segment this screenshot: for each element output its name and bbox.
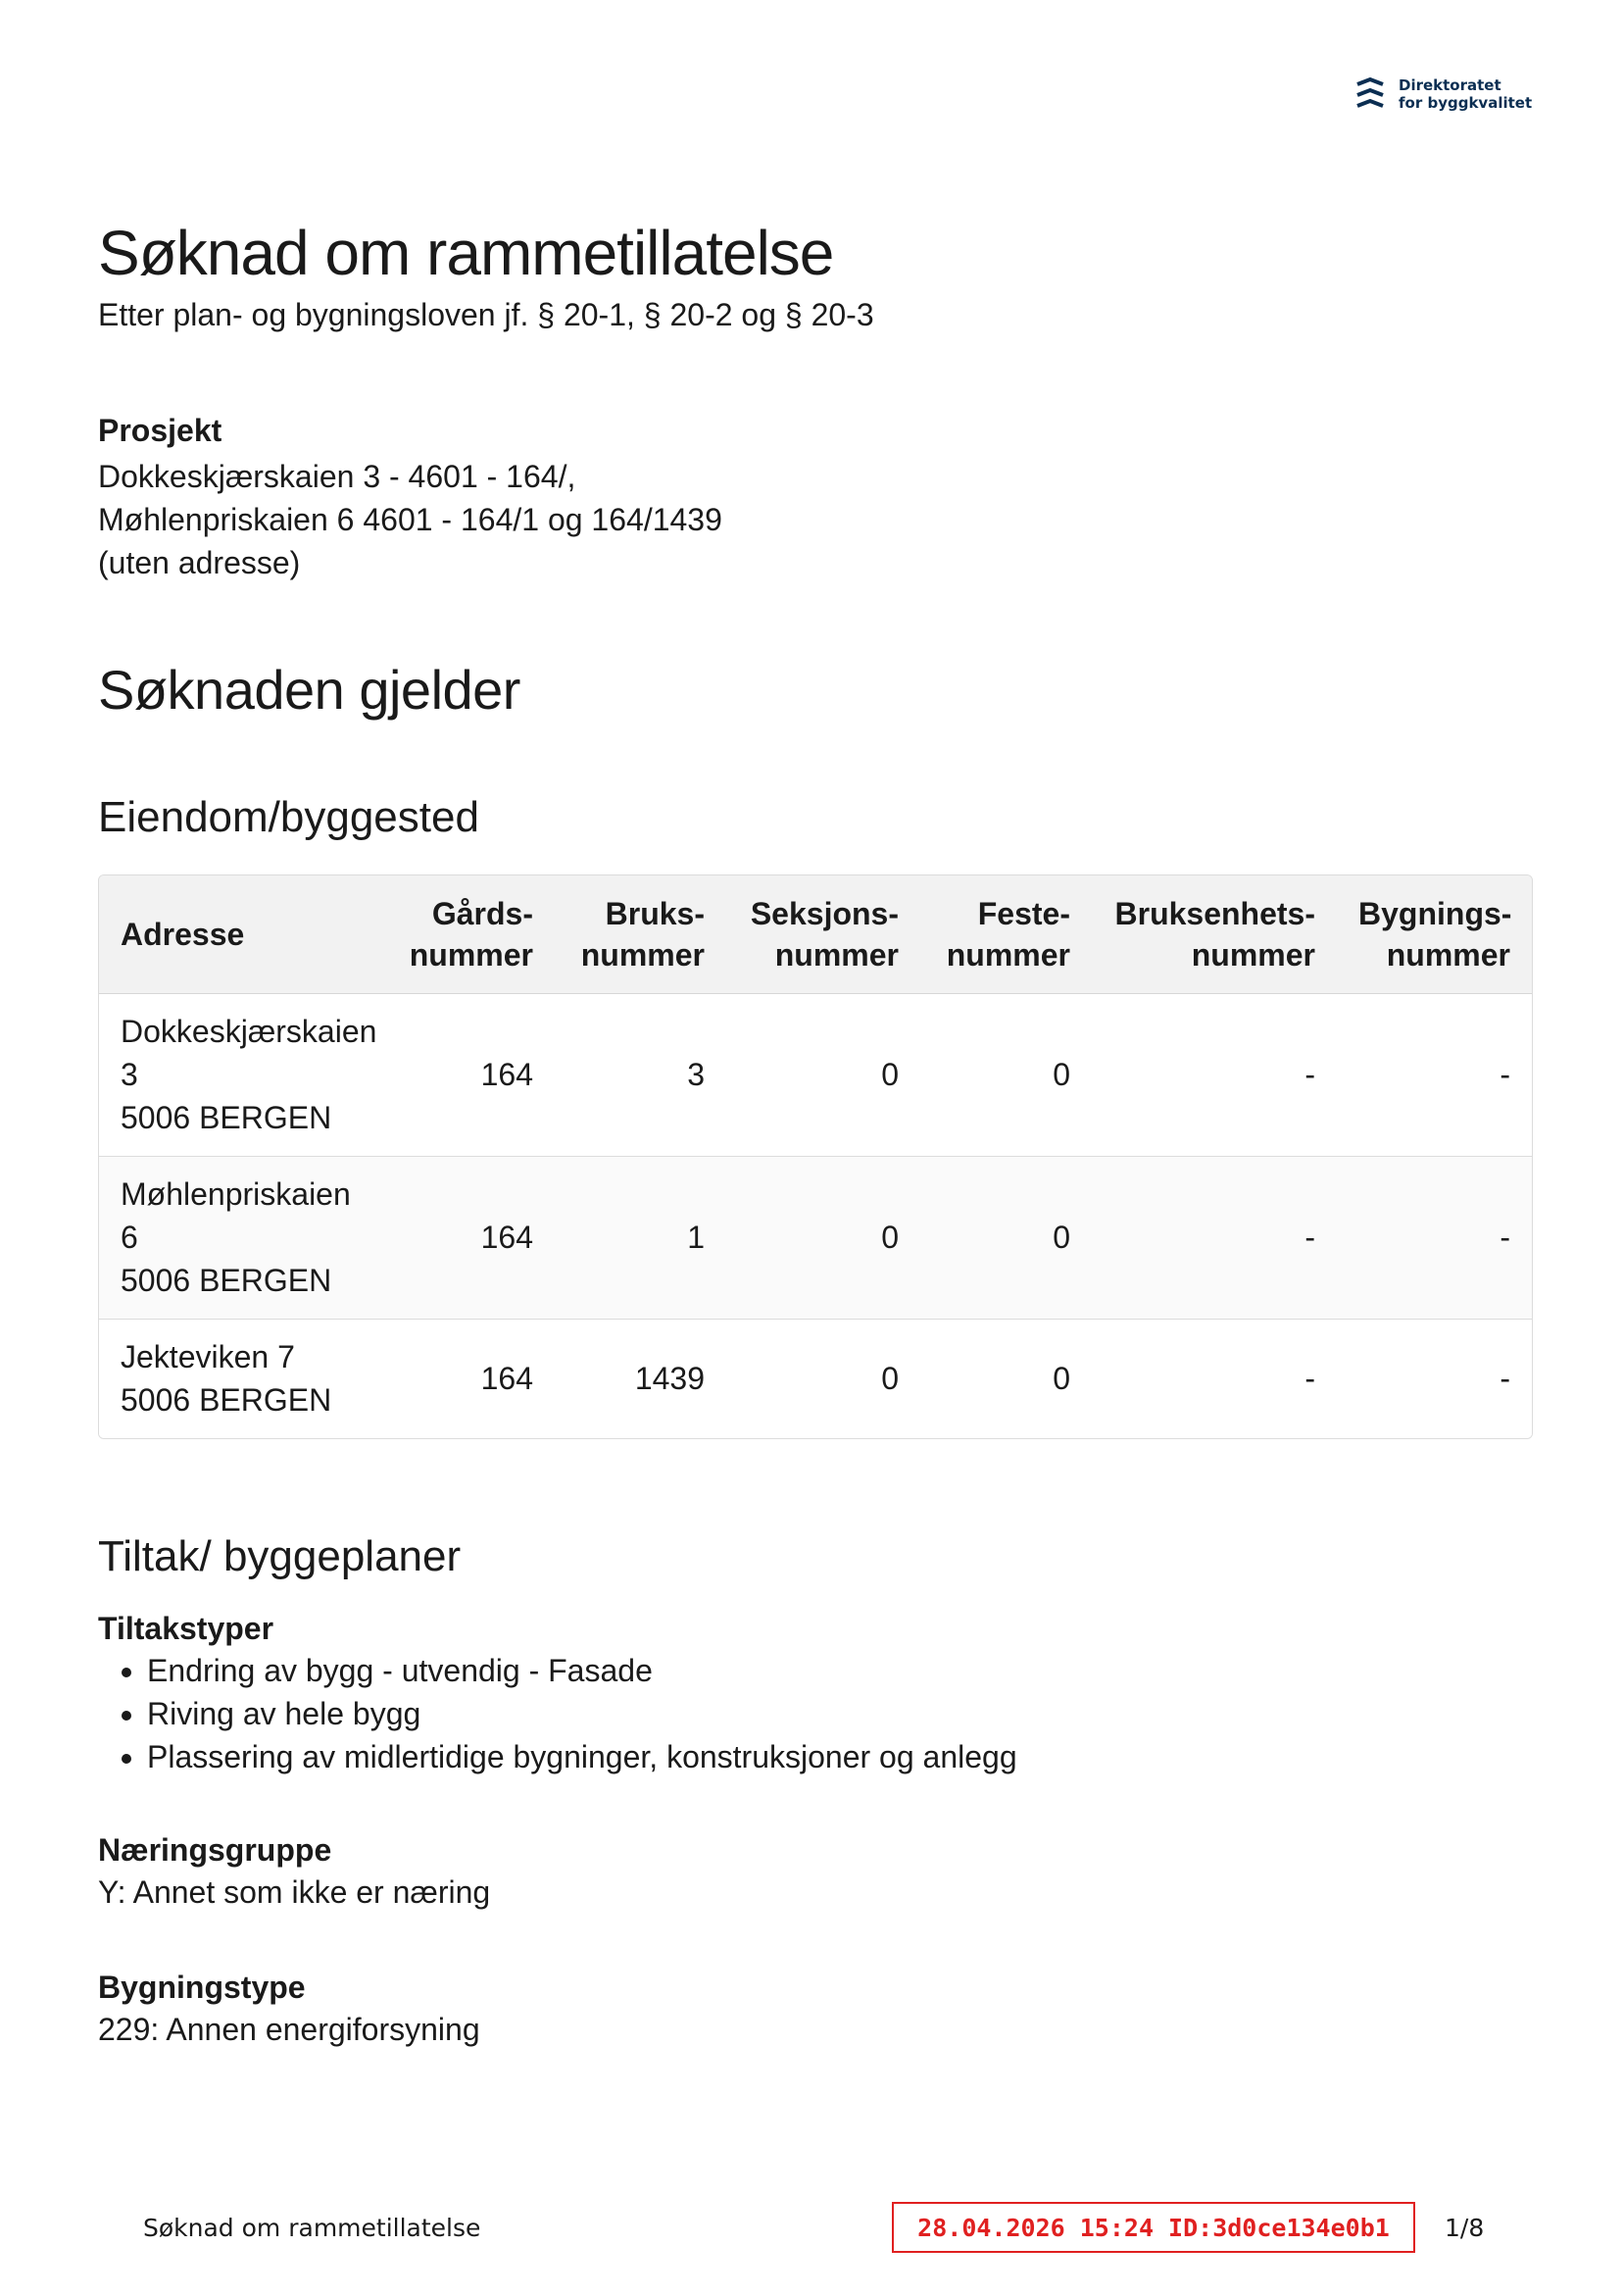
logo-line-2: for byggkvalitet: [1399, 94, 1533, 112]
cell-adresse: Jekteviken 7 5006 BERGEN: [121, 1339, 332, 1419]
cell-bruksnummer: 1: [687, 1220, 705, 1255]
cell-seksjonsnummer: 0: [881, 1057, 899, 1092]
list-item: • Riving av hele bygg: [147, 1692, 1017, 1735]
column-header-adresse: Adresse: [121, 916, 245, 952]
cell-bygningsnummer: -: [1500, 1361, 1510, 1397]
prosjekt-line: Møhlenpriskaien 6 4601 - 164/1 og 164/1439: [98, 502, 722, 537]
table-row: [99, 1156, 1532, 1319]
table-header-row: [99, 875, 1532, 993]
list-item: • Plassering av midlertidige bygninger, konstruksjoner og anlegg: [147, 1735, 1017, 1778]
tiltakstyper-list: [98, 1649, 1017, 1778]
dibk-logo: [1355, 76, 1532, 112]
bygningstype-section: [98, 1967, 480, 2051]
cell-festenummer: 0: [1053, 1361, 1070, 1397]
cell-festenummer: 0: [1053, 1220, 1070, 1255]
naeringsgruppe-section: [98, 1829, 490, 1914]
naeringsgruppe-label: Næringsgruppe: [98, 1832, 332, 1868]
section-heading: Søknaden gjelder: [98, 659, 520, 721]
column-header-bygningsnummer: Bygnings- nummer: [1358, 895, 1512, 973]
cell-festenummer: 0: [1053, 1057, 1070, 1092]
page-title: Søknad om rammetillatelse: [98, 218, 834, 288]
cell-gardsnummer: 164: [480, 1361, 533, 1397]
dibk-logo-icon: [1355, 76, 1385, 112]
prosjekt-line: Dokkeskjærskaien 3 - 4601 - 164/,: [98, 459, 576, 494]
prosjekt-label: Prosjekt: [98, 413, 222, 448]
cell-adresse: Dokkeskjærskaien 3 5006 BERGEN: [121, 1014, 377, 1135]
column-header-bruksnummer: Bruks- nummer: [580, 895, 705, 973]
bygningstype-label: Bygningstype: [98, 1970, 306, 2005]
tiltakstyper-section: [98, 1608, 1017, 1778]
cell-gardsnummer: 164: [480, 1057, 533, 1092]
footer-title: Søknad om rammetillatelse: [143, 2214, 481, 2242]
cell-adresse: Møhlenpriskaien 6 5006 BERGEN: [121, 1176, 351, 1298]
cell-seksjonsnummer: 0: [881, 1220, 899, 1255]
cell-bruksenhetsnummer: -: [1304, 1057, 1315, 1092]
tiltak-heading: Tiltak/ byggeplaner: [98, 1532, 462, 1580]
eiendom-table: [98, 874, 1533, 1439]
column-header-gardsnummer: Gårds- nummer: [409, 895, 533, 973]
cell-seksjonsnummer: 0: [881, 1361, 899, 1397]
prosjekt-section: [98, 410, 722, 584]
column-header-seksjonsnummer: Seksjons- nummer: [750, 895, 899, 973]
table-row: [99, 1319, 1532, 1438]
cell-bruksenhetsnummer: -: [1304, 1220, 1315, 1255]
logo-line-1: Direktoratet: [1399, 76, 1501, 94]
naeringsgruppe-value: Y: Annet som ikke er næring: [98, 1874, 491, 1910]
column-header-festenummer: Feste- nummer: [946, 895, 1070, 973]
table-row: [99, 993, 1532, 1156]
cell-bruksnummer: 1439: [634, 1361, 705, 1397]
bygningstype-value: 229: Annen energiforsyning: [98, 2012, 480, 2047]
cell-bygningsnummer: -: [1500, 1057, 1510, 1092]
cell-bygningsnummer: -: [1500, 1220, 1510, 1255]
tiltakstyper-label: Tiltakstyper: [98, 1611, 274, 1646]
page-number: 1/8: [1445, 2214, 1485, 2242]
cell-bruksnummer: 3: [687, 1057, 705, 1092]
cell-gardsnummer: 164: [480, 1220, 533, 1255]
timestamp-stamp: 28.04.2026 15:24 ID:3d0ce134e0b1: [892, 2202, 1415, 2253]
eiendom-heading: Eiendom/byggested: [98, 793, 479, 841]
prosjekt-line: (uten adresse): [98, 545, 301, 580]
list-item: • Endring av bygg - utvendig - Fasade: [147, 1649, 1017, 1692]
column-header-bruksenhetsnummer: Bruksenhets- nummer: [1114, 895, 1315, 973]
logo-wordmark: [1399, 76, 1532, 112]
page-subtitle: Etter plan- og bygningsloven jf. § 20-1, § 20-2 og § 20-3: [98, 297, 874, 332]
cell-bruksenhetsnummer: -: [1304, 1361, 1315, 1397]
